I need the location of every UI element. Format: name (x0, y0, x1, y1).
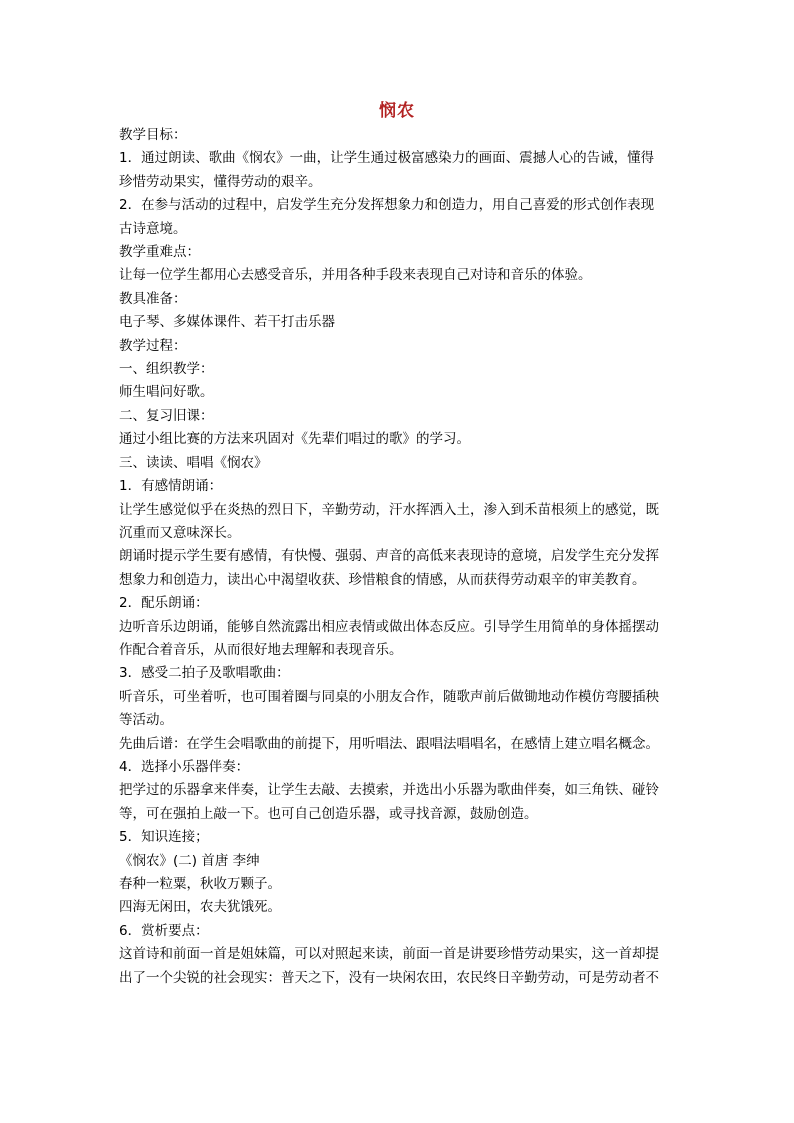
text-line: 2．在参与活动的过程中，启发学生充分发挥想象力和创造力，用自己喜爱的形式创作表现 (119, 197, 655, 214)
text-line: 等活动。 (119, 712, 173, 729)
text-line: 2．配乐朗诵： (119, 595, 209, 612)
text-line: 教具准备： (119, 290, 187, 307)
text-line: 1．通过朗读、歌曲《悯农》一曲，让学生通过极富感染力的画面、震撼人心的告诫，懂得 (119, 150, 655, 167)
text-line: 等，可在强拍上敲一下。也可自己创造乐器，或寻找音源，鼓励创造。 (119, 805, 538, 822)
text-line: 古诗意境。 (119, 220, 187, 237)
text-line: 6．赏析要点： (119, 922, 209, 939)
text-line: 教学重难点： (119, 244, 200, 261)
text-line: 三、读读、唱唱《悯农》 (119, 454, 268, 471)
text-line: 4．选择小乐器伴奏： (119, 758, 250, 775)
text-line: 5．知识连接； (119, 829, 209, 846)
text-line: 想象力和创造力，读出心中渴望收获、珍惜粮食的情感，从而获得劳动艰辛的审美教育。 (119, 571, 646, 588)
text-line: 珍惜劳动果实，懂得劳动的艰辛。 (119, 173, 322, 190)
text-line: 春种一粒粟，秋收万颗子。 (119, 876, 281, 892)
text-line: 《悯农》(二) 首唐 李绅 (119, 852, 260, 869)
text-line: 让学生感觉似乎在炎热的烈日下，辛勤劳动，汗水挥洒入土，渗入到禾苗根须上的感觉，既 (119, 501, 659, 518)
text-line: 让每一位学生都用心去感受音乐，并用各种手段来表现自己对诗和音乐的体验。 (119, 267, 592, 284)
text-line: 边听音乐边朗诵，能够自然流露出相应表情或做出体态反应。引导学生用简单的身体摇摆动 (119, 618, 659, 635)
text-line: 3．感受二拍子及歌唱歌曲： (119, 665, 290, 682)
text-line: 二、复习旧课： (119, 407, 214, 424)
text-line: 通过小组比赛的方法来巩固对《先辈们唱过的歌》的学习。 (119, 431, 470, 448)
text-line: 作配合着音乐，从而很好地去理解和表现音乐。 (119, 641, 403, 658)
text-line: 沉重而又意味深长。 (119, 524, 241, 541)
text-line: 把学过的乐器拿来伴奏，让学生去敲、去摸索，并选出小乐器为歌曲伴奏，如三角铁、碰铃 (119, 782, 659, 799)
text-line: 四海无闲田，农夫犹饿死。 (119, 899, 281, 916)
text-line: 教学目标： (119, 127, 187, 143)
text-line: 出了一个尖锐的社会现实：普天之下，没有一块闲农田，农民终日辛勤劳动，可是劳动者不 (119, 969, 659, 986)
text-line: 听音乐，可坐着听，也可围着圈与同桌的小朋友合作，随歌声前后做锄地动作模仿弯腰插秧 (119, 688, 659, 705)
text-line: 这首诗和前面一首是姐妹篇，可以对照起来读，前面一首是讲要珍惜劳动果实，这一首却提 (119, 946, 659, 963)
document-title: 悯农 (379, 101, 415, 121)
text-line: 电子琴、多媒体课件、若干打击乐器 (119, 314, 335, 331)
text-line: 一、组织教学： (119, 361, 214, 378)
text-line: 师生唱问好歌。 (119, 384, 214, 401)
text-line: 先曲后谱：在学生会唱歌曲的前提下，用听唱法、跟唱法唱唱名，在感情上建立唱名概念。 (119, 735, 659, 752)
document-body (119, 124, 681, 990)
text-line: 朗诵时提示学生要有感情，有快慢、强弱、声音的高低来表现诗的意境，启发学生充分发挥 (119, 548, 659, 565)
text-line: 教学过程： (119, 337, 187, 354)
text-line: 1．有感情朗诵： (119, 478, 223, 495)
